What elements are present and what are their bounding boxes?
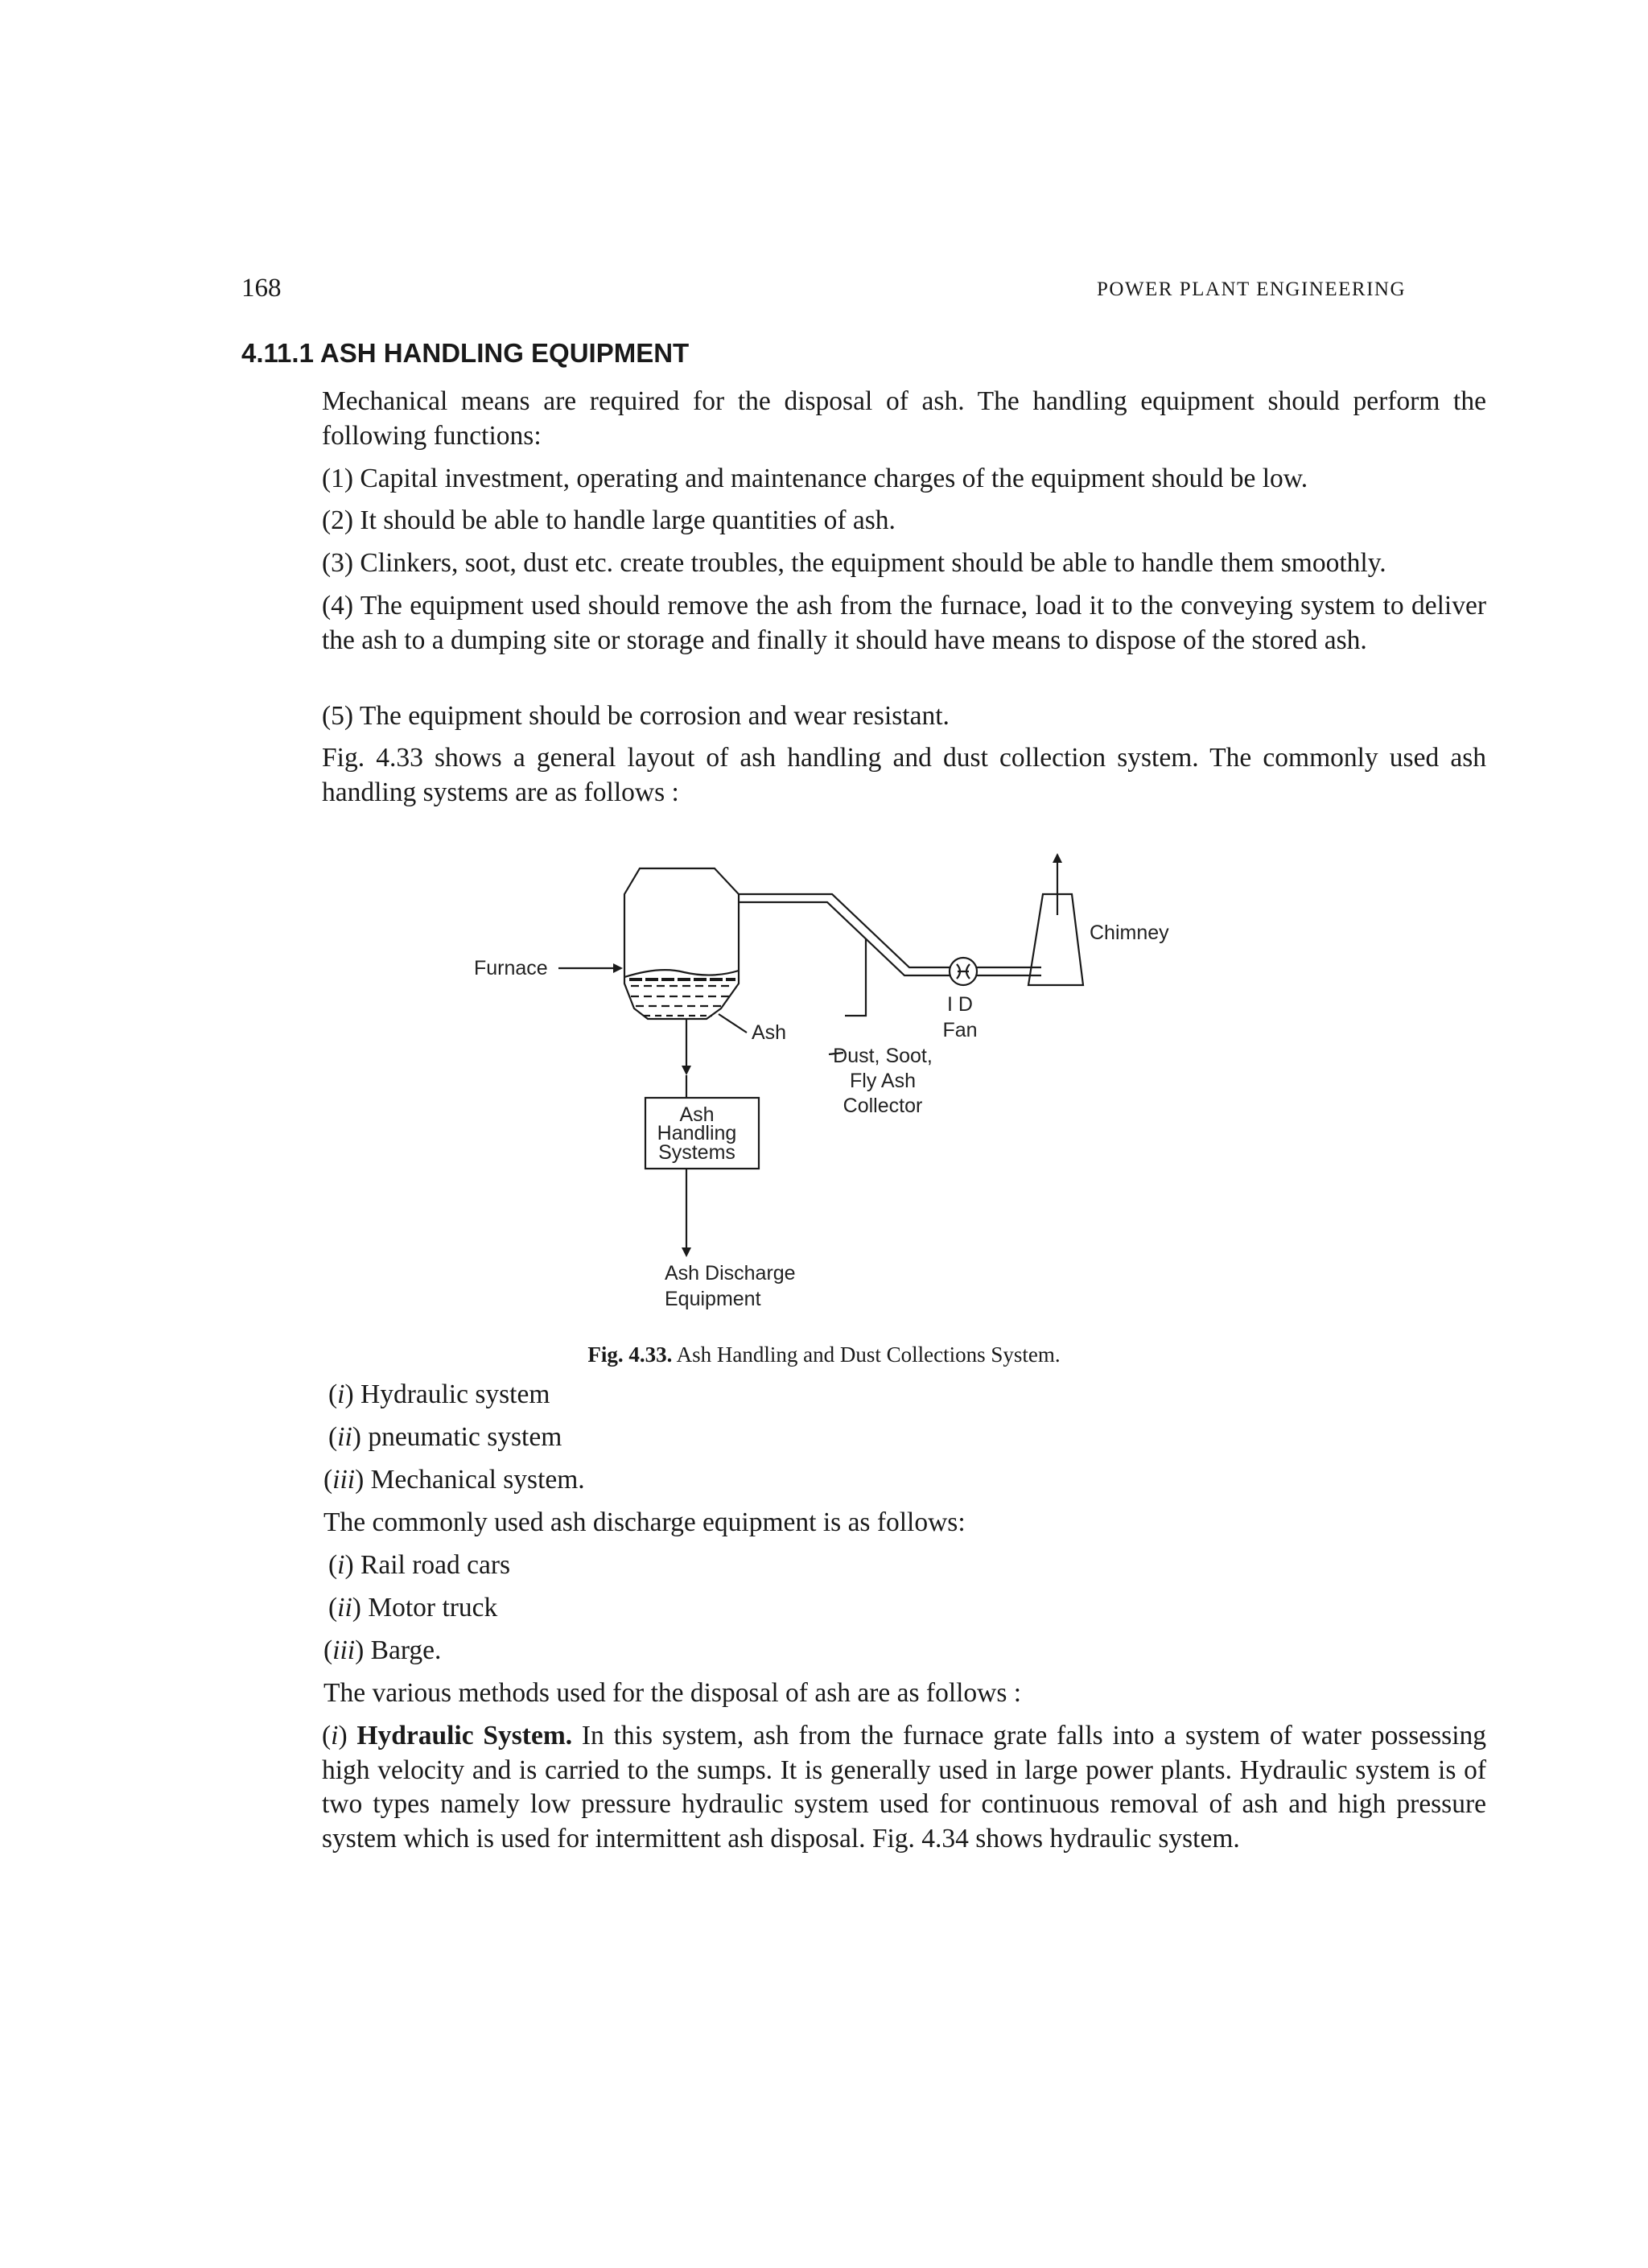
label-id-fan-2: Fan [942,1019,978,1041]
label-discharge-2: Equipment [665,1288,761,1310]
label-discharge-1: Ash Discharge [665,1262,796,1285]
intro-paragraph: Mechanical means are required for the disposal of ash. The handling equipment should perform the following functions: [322,386,1486,451]
figure-caption [0,1342,1648,1367]
figure-reference-paragraph: Fig. 4.33 shows a general layout of ash handling and dust collection system. The commonly used ash handling systems are as follows : [322,743,1486,807]
chimney-shape [1028,894,1083,985]
label-chimney: Chimney [1090,922,1169,944]
label-furnace: Furnace [474,957,548,979]
caption-number: Fig. 4.33. [587,1342,673,1367]
disposal-intro: The various methods used for the disposal of ash are as follows : [323,1678,1022,1708]
caption-text: Ash Handling and Dust Collections System. [676,1342,1061,1367]
label-ash-handling-1: Ash [679,1103,715,1126]
handling-system-item: (ii) pneumatic system [328,1422,562,1452]
function-item-2: (2) It should be able to handle large quantities of ash. [322,505,896,535]
flue-duct-inner [739,902,950,975]
flue-duct-outer [739,894,950,967]
function-item-3: (3) Clinkers, soot, dust etc. create troubles, the equipment should be able to handle them smoothly. [322,548,1386,578]
discharge-equipment-item: (ii) Motor truck [328,1593,498,1623]
handling-system-item: (i) Hydraulic system [328,1379,550,1409]
function-item-5: (5) The equipment should be corrosion and wear resistant. [322,701,950,731]
page-number: 168 [241,274,282,303]
handling-system-item: (iii) Mechanical system. [323,1465,585,1495]
function-item-1: (1) Capital investment, operating and maintenance charges of the equipment should be low. [322,464,1308,493]
ash-bed [624,970,739,977]
label-ash: Ash [752,1021,787,1044]
running-head: POWER PLANT ENGINEERING [1096,278,1406,300]
label-ash-handling-2: Handling [657,1122,737,1144]
discharge-equipment-item: (iii) Barge. [323,1635,442,1665]
label-collector-3: Collector [843,1095,923,1117]
label-ash-handling-3: Systems [658,1141,735,1164]
discharge-intro: The commonly used ash discharge equipment is as follows: [323,1507,966,1537]
label-collector-1: Dust, Soot, [833,1045,933,1067]
dust-collector-shape [845,938,866,1016]
discharge-equipment-item: (i) Rail road cars [328,1550,511,1580]
label-id-fan-1: I D [947,993,973,1016]
hydraulic-system-heading: Hydraulic System. [356,1721,573,1750]
section-title: 4.11.1 ASH HANDLING EQUIPMENT [241,338,690,368]
function-item-4: (4) The equipment used should remove the ash from the furnace, load it to the conveying system to deliver the ash to a dumping site or storage and finally it should have means to dispose of the stored ash. [322,591,1486,655]
label-collector-2: Fly Ash [850,1070,916,1092]
hydraulic-system-paragraph: (i) Hydraulic System. In this system, ash from the furnace grate falls into a system of water possessing high velocity and is carried to the sumps. It is generally used in large power plants. Hydraulic system is of two types namely low pressure hydraulic system used for continuous removal of ash and high pressure system which is used for intermittent ash disposal. Fig. 4.34 shows hydraulic system. [322,1721,1487,1854]
